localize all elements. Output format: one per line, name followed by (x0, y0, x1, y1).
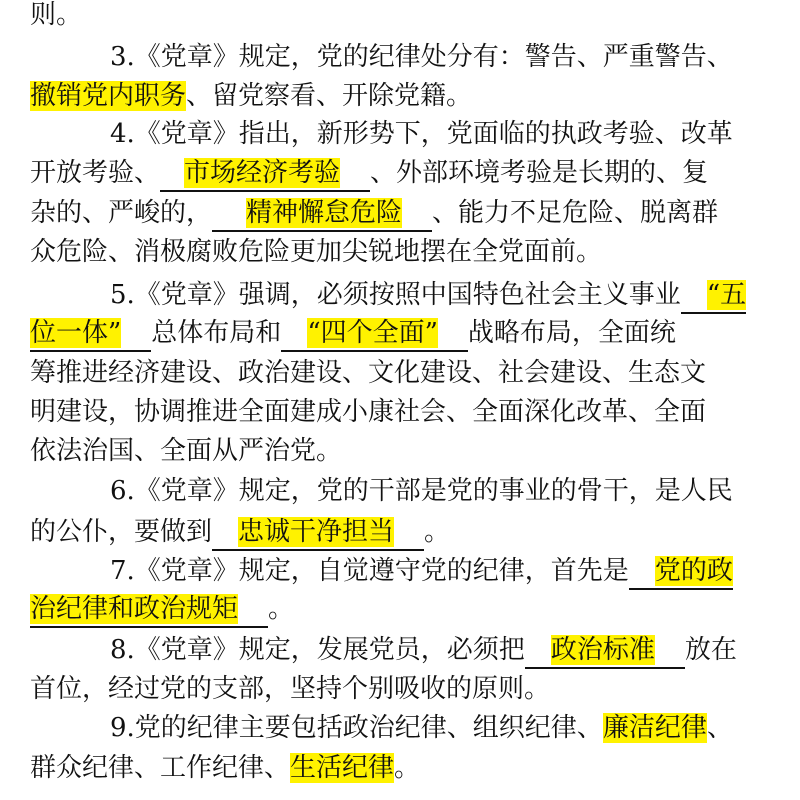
text-segment: 依法治国、全面从严治党。 (30, 436, 343, 466)
text-segment: 9.党的纪律主要包括政治纪律、组织纪律、 (110, 713, 603, 743)
text-segment: 首位，经过党的支部，坚持个别吸收的原则。 (30, 674, 551, 704)
text-segment: 5.《党章》强调，必须按照中国特色社会主义事业 (110, 280, 681, 310)
answer-blank (281, 316, 468, 352)
text-segment: 3.《党章》规定，党的纪律处分有：警告、严重警告、 (110, 42, 733, 72)
highlighted-answer: 廉洁纪律 (602, 713, 707, 743)
answer-blank (30, 316, 151, 352)
text-segment: 杂的、严峻的， (30, 198, 213, 228)
text-segment: 4.《党章》指出，新形势下，党面临的执政考验、改革 (110, 119, 733, 149)
highlighted-answer: “四个全面” (307, 318, 438, 348)
text-line (0, 586, 800, 632)
answer-blank (212, 515, 424, 551)
answer-blank (160, 156, 370, 192)
text-segment: 战略布局，全面统 (467, 318, 676, 348)
text-line (0, 0, 800, 38)
text-segment: 、能力不足危险、脱离群 (432, 198, 719, 228)
text-segment: 放在 (684, 635, 737, 665)
text-segment: 众危险、消极腐败危险更加尖锐地摆在全党面前。 (30, 237, 603, 267)
text-line (0, 468, 800, 514)
highlighted-answer: 市场经济考验 (184, 158, 341, 188)
text-segment: 、留党察看、开除党籍。 (186, 81, 473, 111)
text-segment: 。 (424, 517, 451, 547)
highlighted-answer: 撤销党内职务 (30, 81, 187, 111)
answer-blank (681, 278, 746, 314)
answer-blank (629, 554, 733, 590)
highlighted-answer: 党的政 (654, 556, 733, 586)
highlighted-answer: 位一体” (30, 318, 122, 348)
text-line (0, 745, 800, 791)
text-segment: 的公仆，要做到 (30, 517, 213, 547)
highlighted-answer: 精神懈怠危险 (246, 198, 403, 228)
text-segment: 。 (268, 594, 295, 624)
text-segment: 开放考验、 (30, 158, 161, 188)
text-segment: 6.《党章》规定，党的干部是党的事业的骨干，是人民 (110, 476, 733, 506)
highlighted-answer: 政治标准 (550, 635, 655, 665)
highlighted-answer: 生活纪律 (290, 753, 395, 783)
text-segment: 、 (706, 713, 733, 743)
highlighted-answer: 忠诚干净担当 (238, 517, 395, 547)
text-segment: 明建设，协调推进全面建成小康社会、全面深化改革、全面 (30, 397, 707, 427)
text-segment: 。 (394, 753, 421, 783)
text-segment: 8.《党章》规定，发展党员，必须把 (110, 635, 525, 665)
answer-blank (525, 633, 685, 669)
text-segment: 总体布局和 (151, 318, 282, 348)
text-segment: 7.《党章》规定，自觉遵守党的纪律，首先是 (110, 556, 629, 586)
highlighted-answer: 治纪律和政治规矩 (30, 594, 239, 624)
text-segment: 筹推进经济建设、政治建设、文化建设、社会建设、生态文 (30, 358, 707, 388)
text-segment: 、外部环境考验是长期的、复 (370, 158, 709, 188)
text-segment: 则。 (30, 0, 83, 30)
text-line (0, 229, 800, 275)
answer-blank (212, 196, 432, 232)
highlighted-answer: “五 (706, 280, 747, 310)
text-segment: 群众纪律、工作纪律、 (30, 753, 291, 783)
answer-blank (30, 592, 268, 628)
